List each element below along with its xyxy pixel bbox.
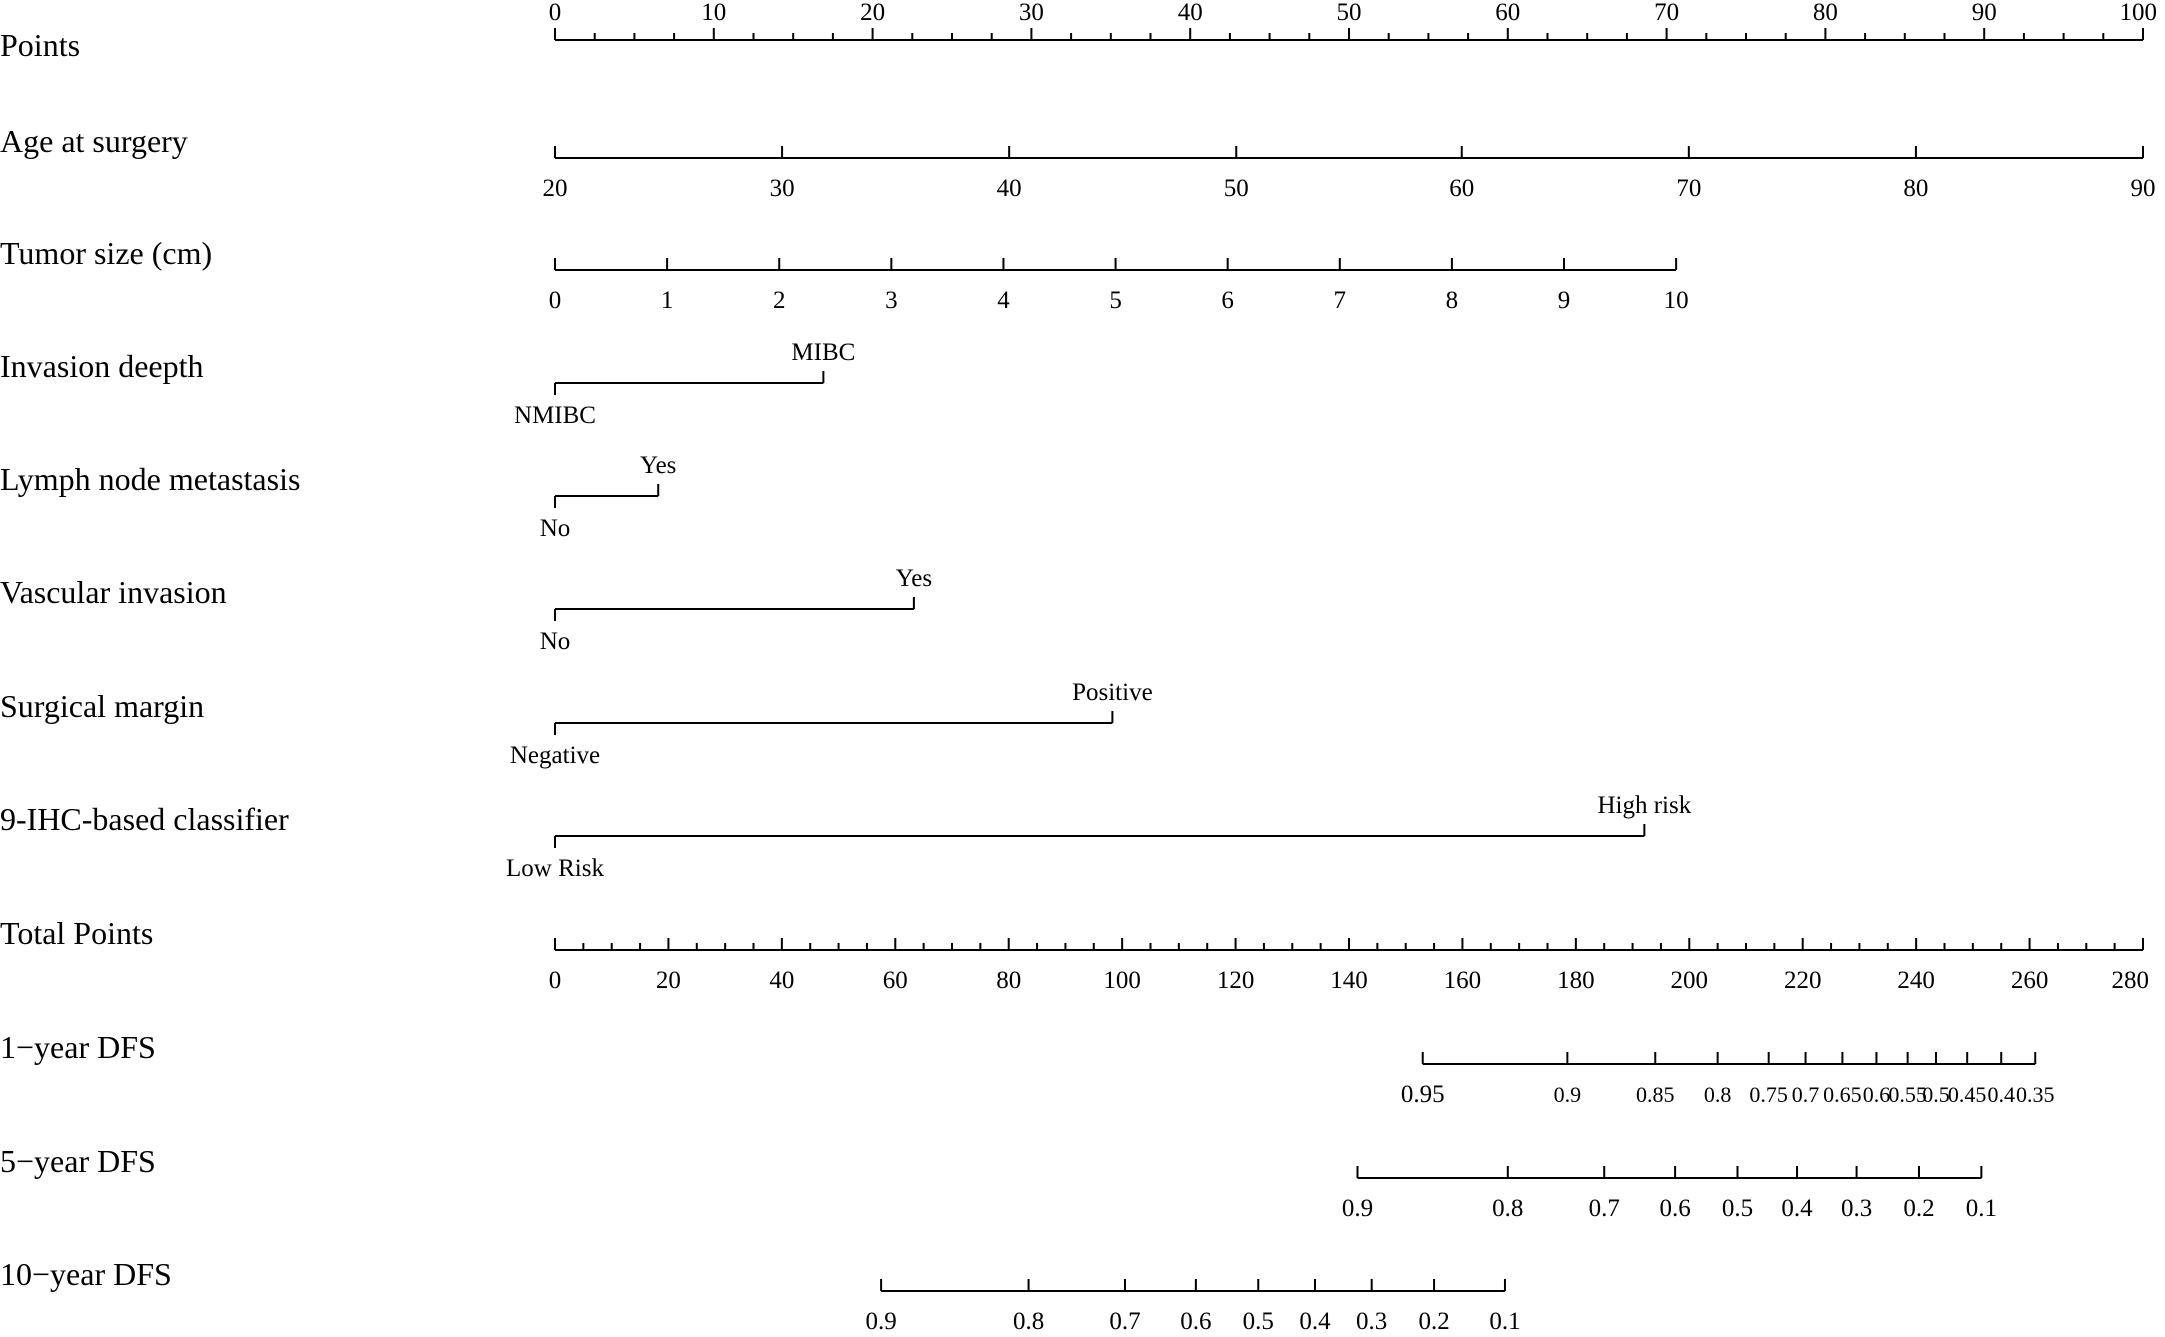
outcome-tick-label: 0.4 xyxy=(1987,1082,2015,1107)
total-points-tick-label: 140 xyxy=(1330,967,1368,994)
total-points-tick-label: 180 xyxy=(1557,967,1595,994)
variable-tick-label: 90 xyxy=(2130,175,2156,202)
outcome-tick-label: 0.6 xyxy=(1862,1082,1891,1107)
outcome-tick-label: 0.4 xyxy=(1299,1308,1331,1335)
variable-level-label: Negative xyxy=(509,742,601,769)
outcome-tick-label: 0.95 xyxy=(1400,1081,1445,1108)
total-points-tick-label: 260 xyxy=(2010,967,2049,994)
total-points-tick-label: 220 xyxy=(1783,967,1822,994)
outcome-tick-label: 0.7 xyxy=(1588,1195,1620,1222)
variable-tick-label: 0 xyxy=(548,287,562,314)
total-points-tick-label: 20 xyxy=(655,967,681,994)
total-points-tick-label: 120 xyxy=(1216,967,1255,994)
variable-label: 9-IHC-based classifier xyxy=(0,801,289,837)
total-points-label: Total Points xyxy=(0,915,154,951)
points-tick-label: 0 xyxy=(548,0,562,26)
outcome-label: 5−year DFS xyxy=(0,1143,156,1179)
variable-label: Age at surgery xyxy=(0,123,188,159)
outcome-tick-label: 0.5 xyxy=(1721,1195,1754,1222)
variable-tick-label: 10 xyxy=(1663,287,1689,314)
outcome-tick-label: 0.7 xyxy=(1791,1082,1820,1107)
points-tick-label: 40 xyxy=(1177,0,1203,26)
outcome-tick-label: 0.2 xyxy=(1418,1308,1450,1335)
variable-level-label: No xyxy=(539,628,571,655)
outcome-tick-label: 0.3 xyxy=(1356,1308,1388,1335)
outcome-label: 1−year DFS xyxy=(0,1029,156,1065)
points-row-label: Points xyxy=(0,27,81,63)
outcome-tick-label: 0.1 xyxy=(1965,1195,1997,1222)
total-points-tick-label: 160 xyxy=(1443,967,1482,994)
variable-level-label: No xyxy=(539,515,571,542)
total-points-tick-label: 80 xyxy=(996,967,1022,994)
variable-level-label: NMIBC xyxy=(514,402,596,429)
outcome-tick-label: 0.65 xyxy=(1823,1082,1862,1107)
outcome-tick-label: 0.85 xyxy=(1636,1082,1675,1107)
points-tick-label: 90 xyxy=(1971,0,1997,26)
outcome-tick-label: 0.55 xyxy=(1888,1082,1927,1107)
variable-level-label: Yes xyxy=(640,452,677,479)
variable-tick-label: 2 xyxy=(772,287,786,314)
points-tick-label: 30 xyxy=(1018,0,1044,26)
outcome-tick-label: 0.2 xyxy=(1903,1195,1935,1222)
outcome-tick-label: 0.6 xyxy=(1659,1195,1691,1222)
variable-tick-label: 20 xyxy=(542,175,568,202)
total-points-tick-label: 100 xyxy=(1103,967,1141,994)
points-tick-label: 100 xyxy=(2119,0,2157,26)
variable-level-label: Low Risk xyxy=(506,855,604,882)
total-points-tick-label: 240 xyxy=(1897,967,1935,994)
outcome-tick-label: 0.5 xyxy=(1922,1082,1950,1107)
points-tick-label: 50 xyxy=(1336,0,1362,26)
outcome-tick-label: 0.8 xyxy=(1703,1082,1732,1107)
total-points-tick-label: 40 xyxy=(769,967,795,994)
points-tick-label: 70 xyxy=(1654,0,1680,26)
variable-label: Lymph node metastasis xyxy=(0,461,301,497)
variable-tick-label: 8 xyxy=(1445,287,1459,314)
outcome-tick-label: 0.75 xyxy=(1749,1082,1788,1107)
total-points-tick-label: 200 xyxy=(1670,967,1709,994)
outcome-tick-label: 0.1 xyxy=(1489,1308,1521,1335)
outcome-tick-label: 0.5 xyxy=(1242,1308,1274,1335)
outcome-tick-label: 0.7 xyxy=(1109,1308,1141,1335)
outcome-tick-label: 0.45 xyxy=(1947,1082,1987,1107)
points-tick-label: 60 xyxy=(1495,0,1521,26)
variable-label: Invasion deepth xyxy=(0,348,204,384)
outcome-tick-label: 0.4 xyxy=(1781,1195,1813,1222)
variable-tick-label: 50 xyxy=(1223,175,1249,202)
total-points-tick-label: 60 xyxy=(882,967,908,994)
variable-tick-label: 3 xyxy=(885,287,898,314)
outcome-tick-label: 0.9 xyxy=(865,1308,897,1335)
variable-label: Tumor size (cm) xyxy=(0,235,213,271)
total-points-tick-label: 0 xyxy=(548,967,562,994)
variable-tick-label: 70 xyxy=(1676,175,1702,202)
outcome-tick-label: 0.6 xyxy=(1180,1308,1212,1335)
total-points-tick-label: 280 xyxy=(2111,967,2149,994)
variable-tick-label: 40 xyxy=(996,175,1022,202)
variable-tick-label: 1 xyxy=(660,287,674,314)
outcome-tick-label: 0.8 xyxy=(1492,1195,1524,1222)
outcome-label: 10−year DFS xyxy=(0,1256,172,1292)
outcome-tick-label: 0.9 xyxy=(1341,1195,1374,1222)
points-tick-label: 10 xyxy=(701,0,727,26)
outcome-tick-label: 0.9 xyxy=(1553,1082,1582,1107)
variable-label: Surgical margin xyxy=(0,688,205,724)
outcome-tick-label: 0.3 xyxy=(1840,1195,1873,1222)
variable-tick-label: 30 xyxy=(769,175,795,202)
variable-level-label: MIBC xyxy=(791,339,856,366)
variable-tick-label: 80 xyxy=(1903,175,1929,202)
points-tick-label: 80 xyxy=(1812,0,1838,26)
variable-tick-label: 9 xyxy=(1557,287,1571,314)
outcome-tick-label: 0.35 xyxy=(2015,1082,2055,1107)
variable-tick-label: 60 xyxy=(1449,175,1475,202)
variable-tick-label: 6 xyxy=(1221,287,1234,314)
outcome-tick-label: 0.8 xyxy=(1012,1308,1045,1335)
variable-level-label: Positive xyxy=(1072,679,1153,706)
variable-level-label: Yes xyxy=(895,565,933,592)
variable-tick-label: 5 xyxy=(1109,287,1122,314)
variable-tick-label: 7 xyxy=(1333,287,1347,314)
variable-tick-label: 4 xyxy=(997,287,1010,314)
variable-label: Vascular invasion xyxy=(0,574,227,610)
points-tick-label: 20 xyxy=(860,0,886,26)
variable-level-label: High risk xyxy=(1597,792,1692,819)
